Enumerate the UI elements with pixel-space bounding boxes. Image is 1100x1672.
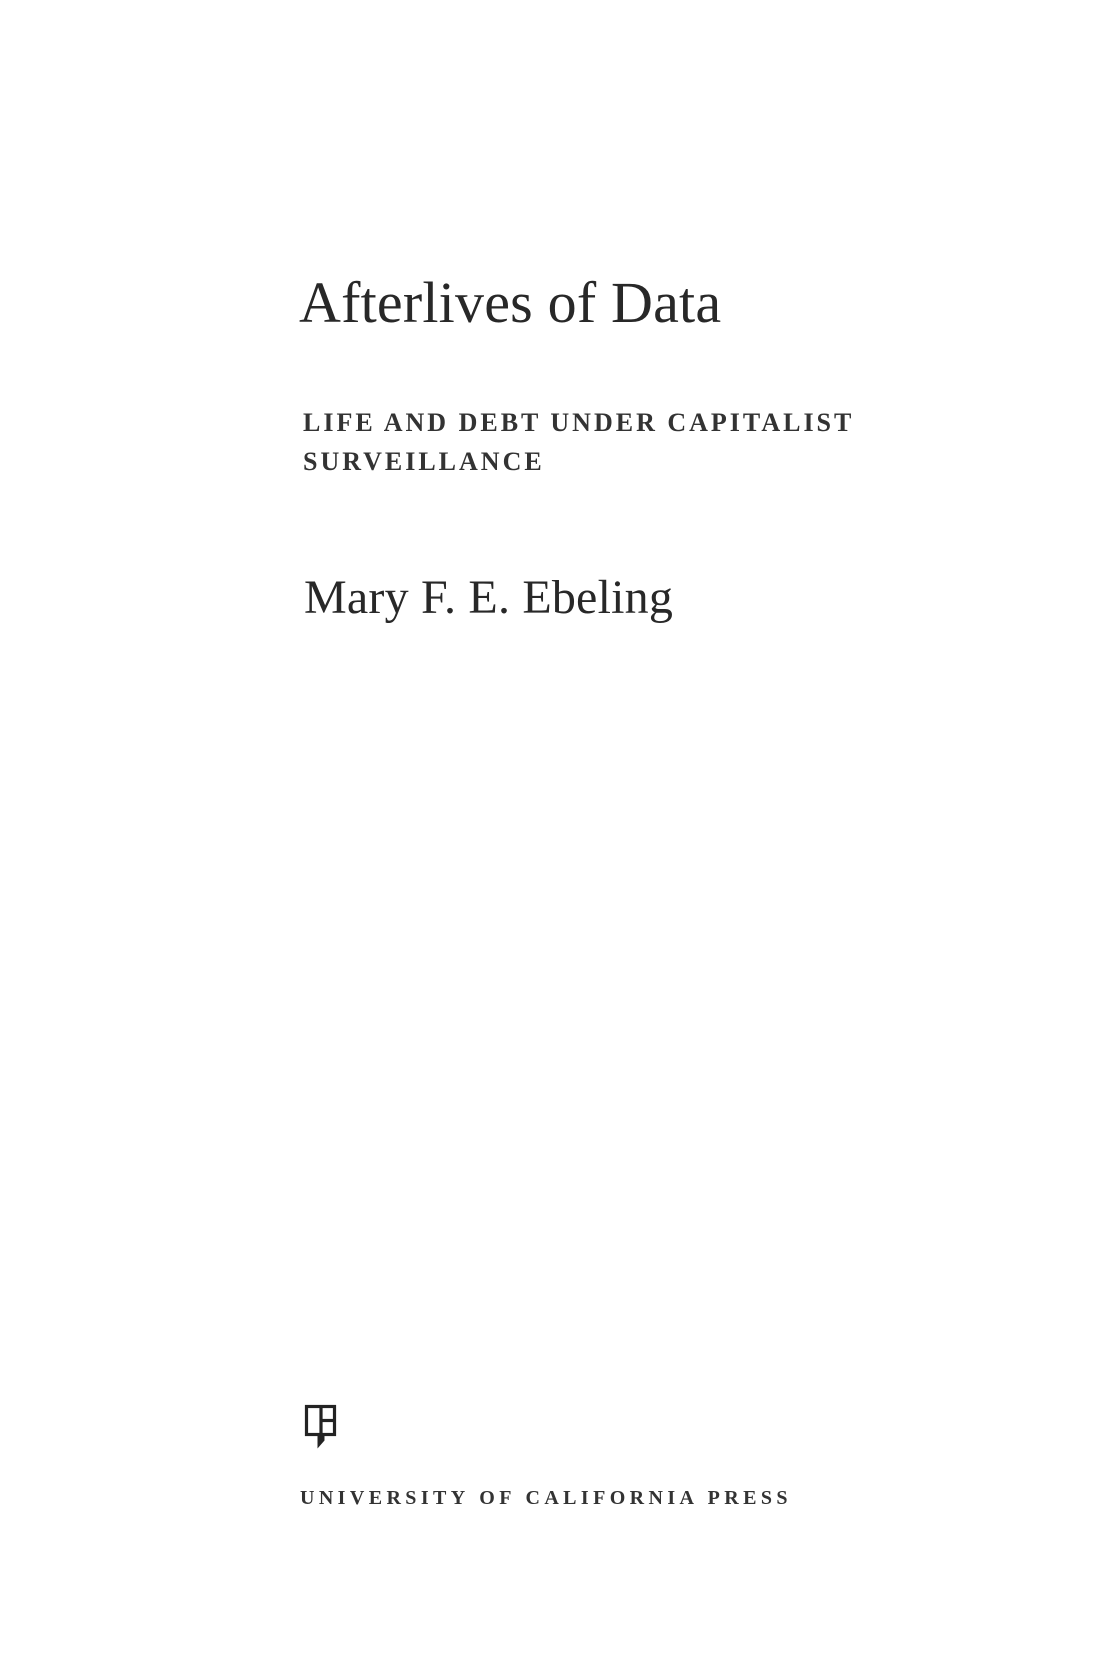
publisher-name: UNIVERSITY OF CALIFORNIA PRESS [300, 1487, 792, 1509]
open-book-icon [302, 1401, 338, 1451]
author-name: Mary F. E. Ebeling [304, 571, 674, 624]
subtitle-line-1: LIFE AND DEBT UNDER CAPITALIST [303, 408, 855, 437]
book-title: Afterlives of Data [299, 270, 722, 335]
publisher-logo [302, 1401, 338, 1451]
subtitle-line-2: SURVEILLANCE [303, 447, 545, 476]
book-subtitle [303, 403, 854, 481]
